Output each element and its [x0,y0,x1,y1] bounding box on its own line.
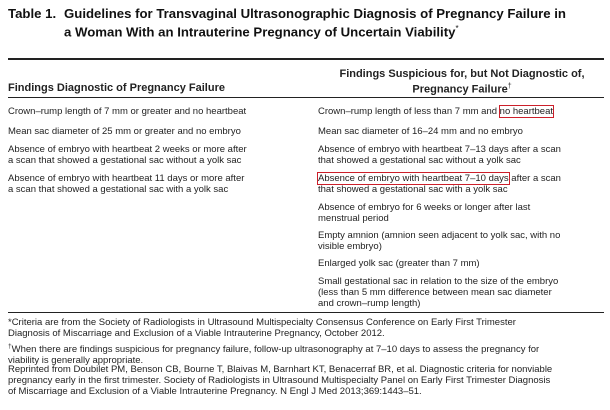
footnote-follow-up: †When there are findings suspicious for pregnancy failure, follow-up ultrasonography at 7–10 days to assess the pregnancy for viability is generally appropriate. [8,343,540,367]
col1-header: Findings Diagnostic of Pregnancy Failure [8,82,225,94]
col2-row-7: Enlarged yolk sac (greater than 7 mm) [318,258,480,269]
col1-row-2: Mean sac diameter of 25 mm or greater and no embryo [8,126,241,137]
table-title [8,6,604,39]
col2-row-4-text: after a scan [508,173,561,184]
col2-header-line2: Pregnancy Failure [412,83,508,96]
col1-row-3: Absence of embryo with heartbeat 2 weeks or more after a scan that showed a gestational sac without a yolk sac [8,144,247,167]
highlight-no-heartbeat: no heartbeat [499,106,554,117]
footnote-criteria: *Criteria are from the Society of Radiologists in Ultrasound Multispecialty Consensus Conference on Early First Trimester Diagnosis of Miscarriage and Exclusion of a Viable Intrauterine Pregnancy, October 2012. [8,317,516,340]
title-footnote-mark: * [455,24,459,33]
col2-row-6: Empty amnion (amnion seen adjacent to yolk sac, with no visible embryo) [318,230,561,253]
col2-row-5: Absence of embryo for 6 weeks or longer after last menstrual period [318,202,531,225]
top-rule [8,58,604,60]
col2-header-line1: Findings Suspicious for, but Not Diagnostic of, [339,68,585,80]
col2-header [320,68,604,96]
header-rule [8,97,604,98]
col2-row-3: Absence of embryo with heartbeat 7–13 days after a scan that showed a gestational sac without a yolk sac [318,144,561,167]
col2-row-2: Mean sac diameter of 16–24 mm and no embryo [318,126,523,137]
bottom-rule [8,312,604,313]
col1-row-1: Crown–rump length of 7 mm or greater and no heartbeat [8,106,247,117]
col2-header-footnote-mark: † [507,82,512,90]
dagger-mark: † [8,343,12,350]
footnote-reprint: Reprinted from Doubilet PM, Benson CB, Bourne T, Blaivas M, Barnhart KT, Benacerraf BR, et al. Diagnostic criteria for nonviable pregnancy early in the first trimester. Society of Radiologists in Ultrasound Multispecialty Panel on Early First Trimester Diagnosis of Miscarriage and Exclusion of a Viable Intrauterine Pregnancy. N Engl J Med 2013;369:1443–51. [8,364,553,398]
highlight-absence-7-10-days: Absence of embryo with heartbeat 7–10 days [318,173,509,184]
col2-row-4: Absence of embryo with heartbeat 7–10 days after a scan that showed a gestational sac with a yolk sac [318,173,561,196]
col2-row-1 [318,106,553,117]
table-title-line2: a Woman With an Intrauterine Pregnancy of Uncertain Viability [64,24,456,40]
col2-row-8: Small gestational sac in relation to the size of the embryo (less than 5 mm difference between mean sac diameter and crown–rump length) [318,276,559,310]
col2-row-1-text: Crown–rump length of less than 7 mm and [318,106,500,117]
col1-row-4: Absence of embryo with heartbeat 11 days or more after a scan that showed a gestational sac with a yolk sac [8,173,245,196]
table-label: Table 1. [8,6,57,21]
table-title-line1: Guidelines for Transvaginal Ultrasonographic Diagnosis of Pregnancy Failure in [64,6,566,21]
